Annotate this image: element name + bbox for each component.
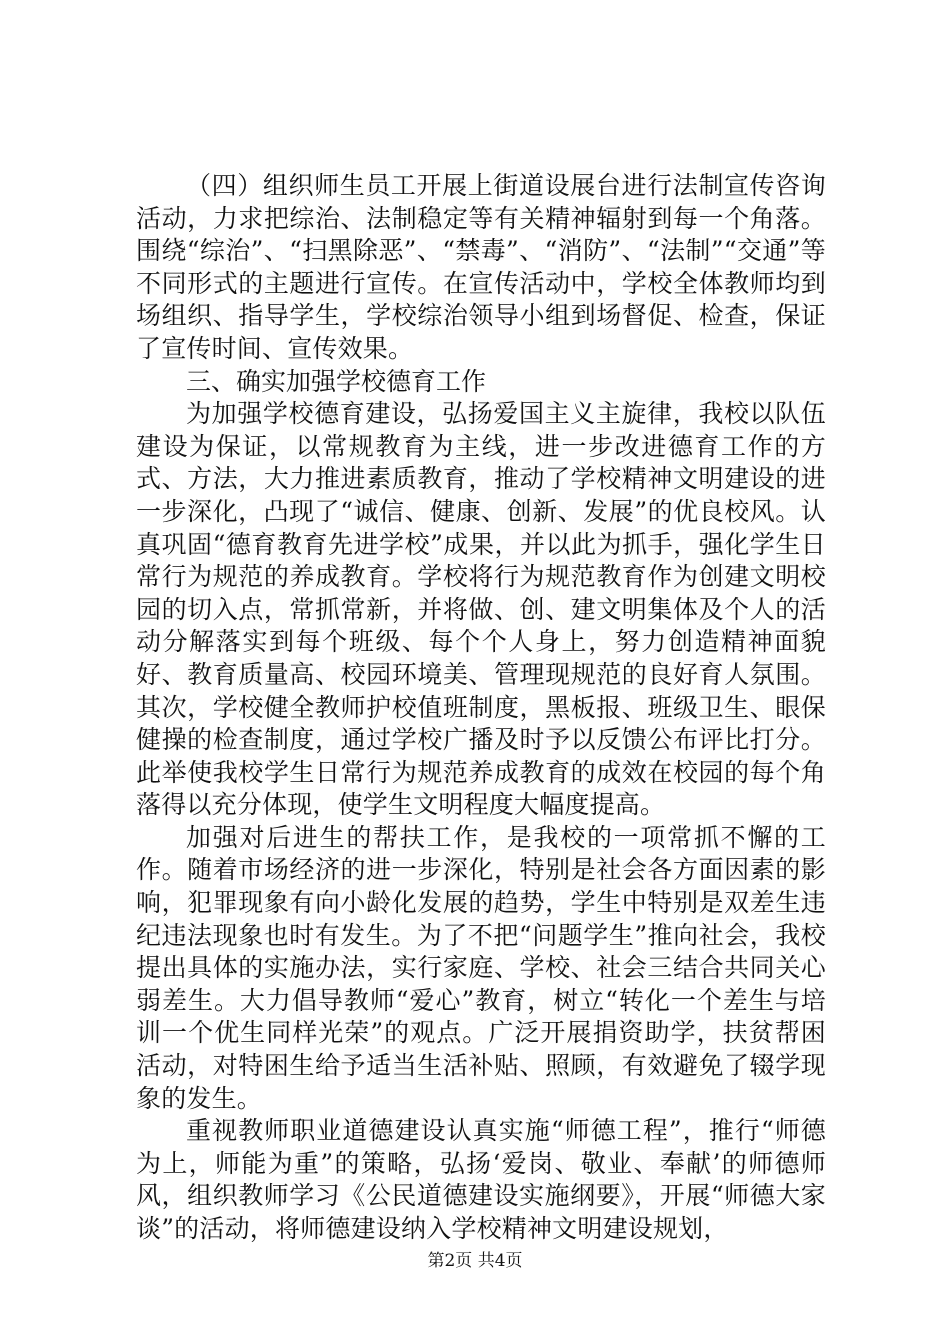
paragraph-publicity: （四）组织师生员工开展上街道设展台进行法制宣传咨询活动，力求把综治、法制稳定等有关精神辐射到每一个角落。围绕“综治”、“扫黑除恶”、“禁毒”、“消防”、“法制”“交通”等不同形式的主题进行宣传。在宣传活动中，学校全体教师均到场组织、指导学生，学校综治领导小组到场督促、检查，保证了宣传时间、宣传效果。: [136, 171, 826, 363]
document-body: [136, 170, 826, 1246]
page-number-footer: 第2页 共4页: [427, 1251, 523, 1271]
paragraph-struggling-students: 加强对后进生的帮扶工作，是我校的一项常抓不懈的工作。随着市场经济的进一步深化，特别是社会各方面因素的影响，犯罪现象有向小龄化发展的趋势，学生中特别是双差生违纪违法现象也时有发生。为了不把“问题学生”推向社会，我校提出具体的实施办法，实行家庭、学校、社会三结合共同关心弱差生。大力倡导教师“爱心”教育，树立“转化一个差生与培训一个优生同样光荣”的观点。广泛开展捐资助学，扶贫帮困活动，对特困生给予适当生活补贴、照顾，有效避免了辍学现象的发生。: [136, 822, 826, 1113]
paragraph-moral-education: 为加强学校德育建设，弘扬爱国主义主旋律，我校以队伍建设为保证，以常规教育为主线，进一步改进德育工作的方式、方法，大力推进素质教育，推动了学校精神文明建设的进一步深化，凸现了“诚信、健康、创新、发展”的优良校风。认真巩固“德育教育先进学校”成果，并以此为抓手，强化学生日常行为规范的养成教育。学校将行为规范教育作为创建文明校园的切入点，常抓常新，并将做、创、建文明集体及个人的活动分解落实到每个班级、每个个人身上，努力创造精神面貌好、教育质量高、校园环境美、管理现规范的良好育人氛围。其次，学校健全教师护校值班制度，黑板报、班级卫生、眼保健操的检查制度，通过学校广播及时予以反馈公布评比打分。此举使我校学生日常行为规范养成教育的成效在校园的每个角落得以充分体现，使学生文明程度大幅度提高。: [136, 399, 826, 820]
section-heading-moral-education: 三、确实加强学校德育工作: [186, 366, 487, 396]
paragraph-teacher-ethics: 重视教师职业道德建设认真实施“师德工程”，推行“师德为上，师能为重”的策略，弘扬‘爱岗、敬业、奉献’的师德师风，组织教师学习《公民道德建设实施纲要》，开展“师德大家谈”的活动，将师德建设纳入学校精神文明建设规划，: [136, 1116, 826, 1243]
